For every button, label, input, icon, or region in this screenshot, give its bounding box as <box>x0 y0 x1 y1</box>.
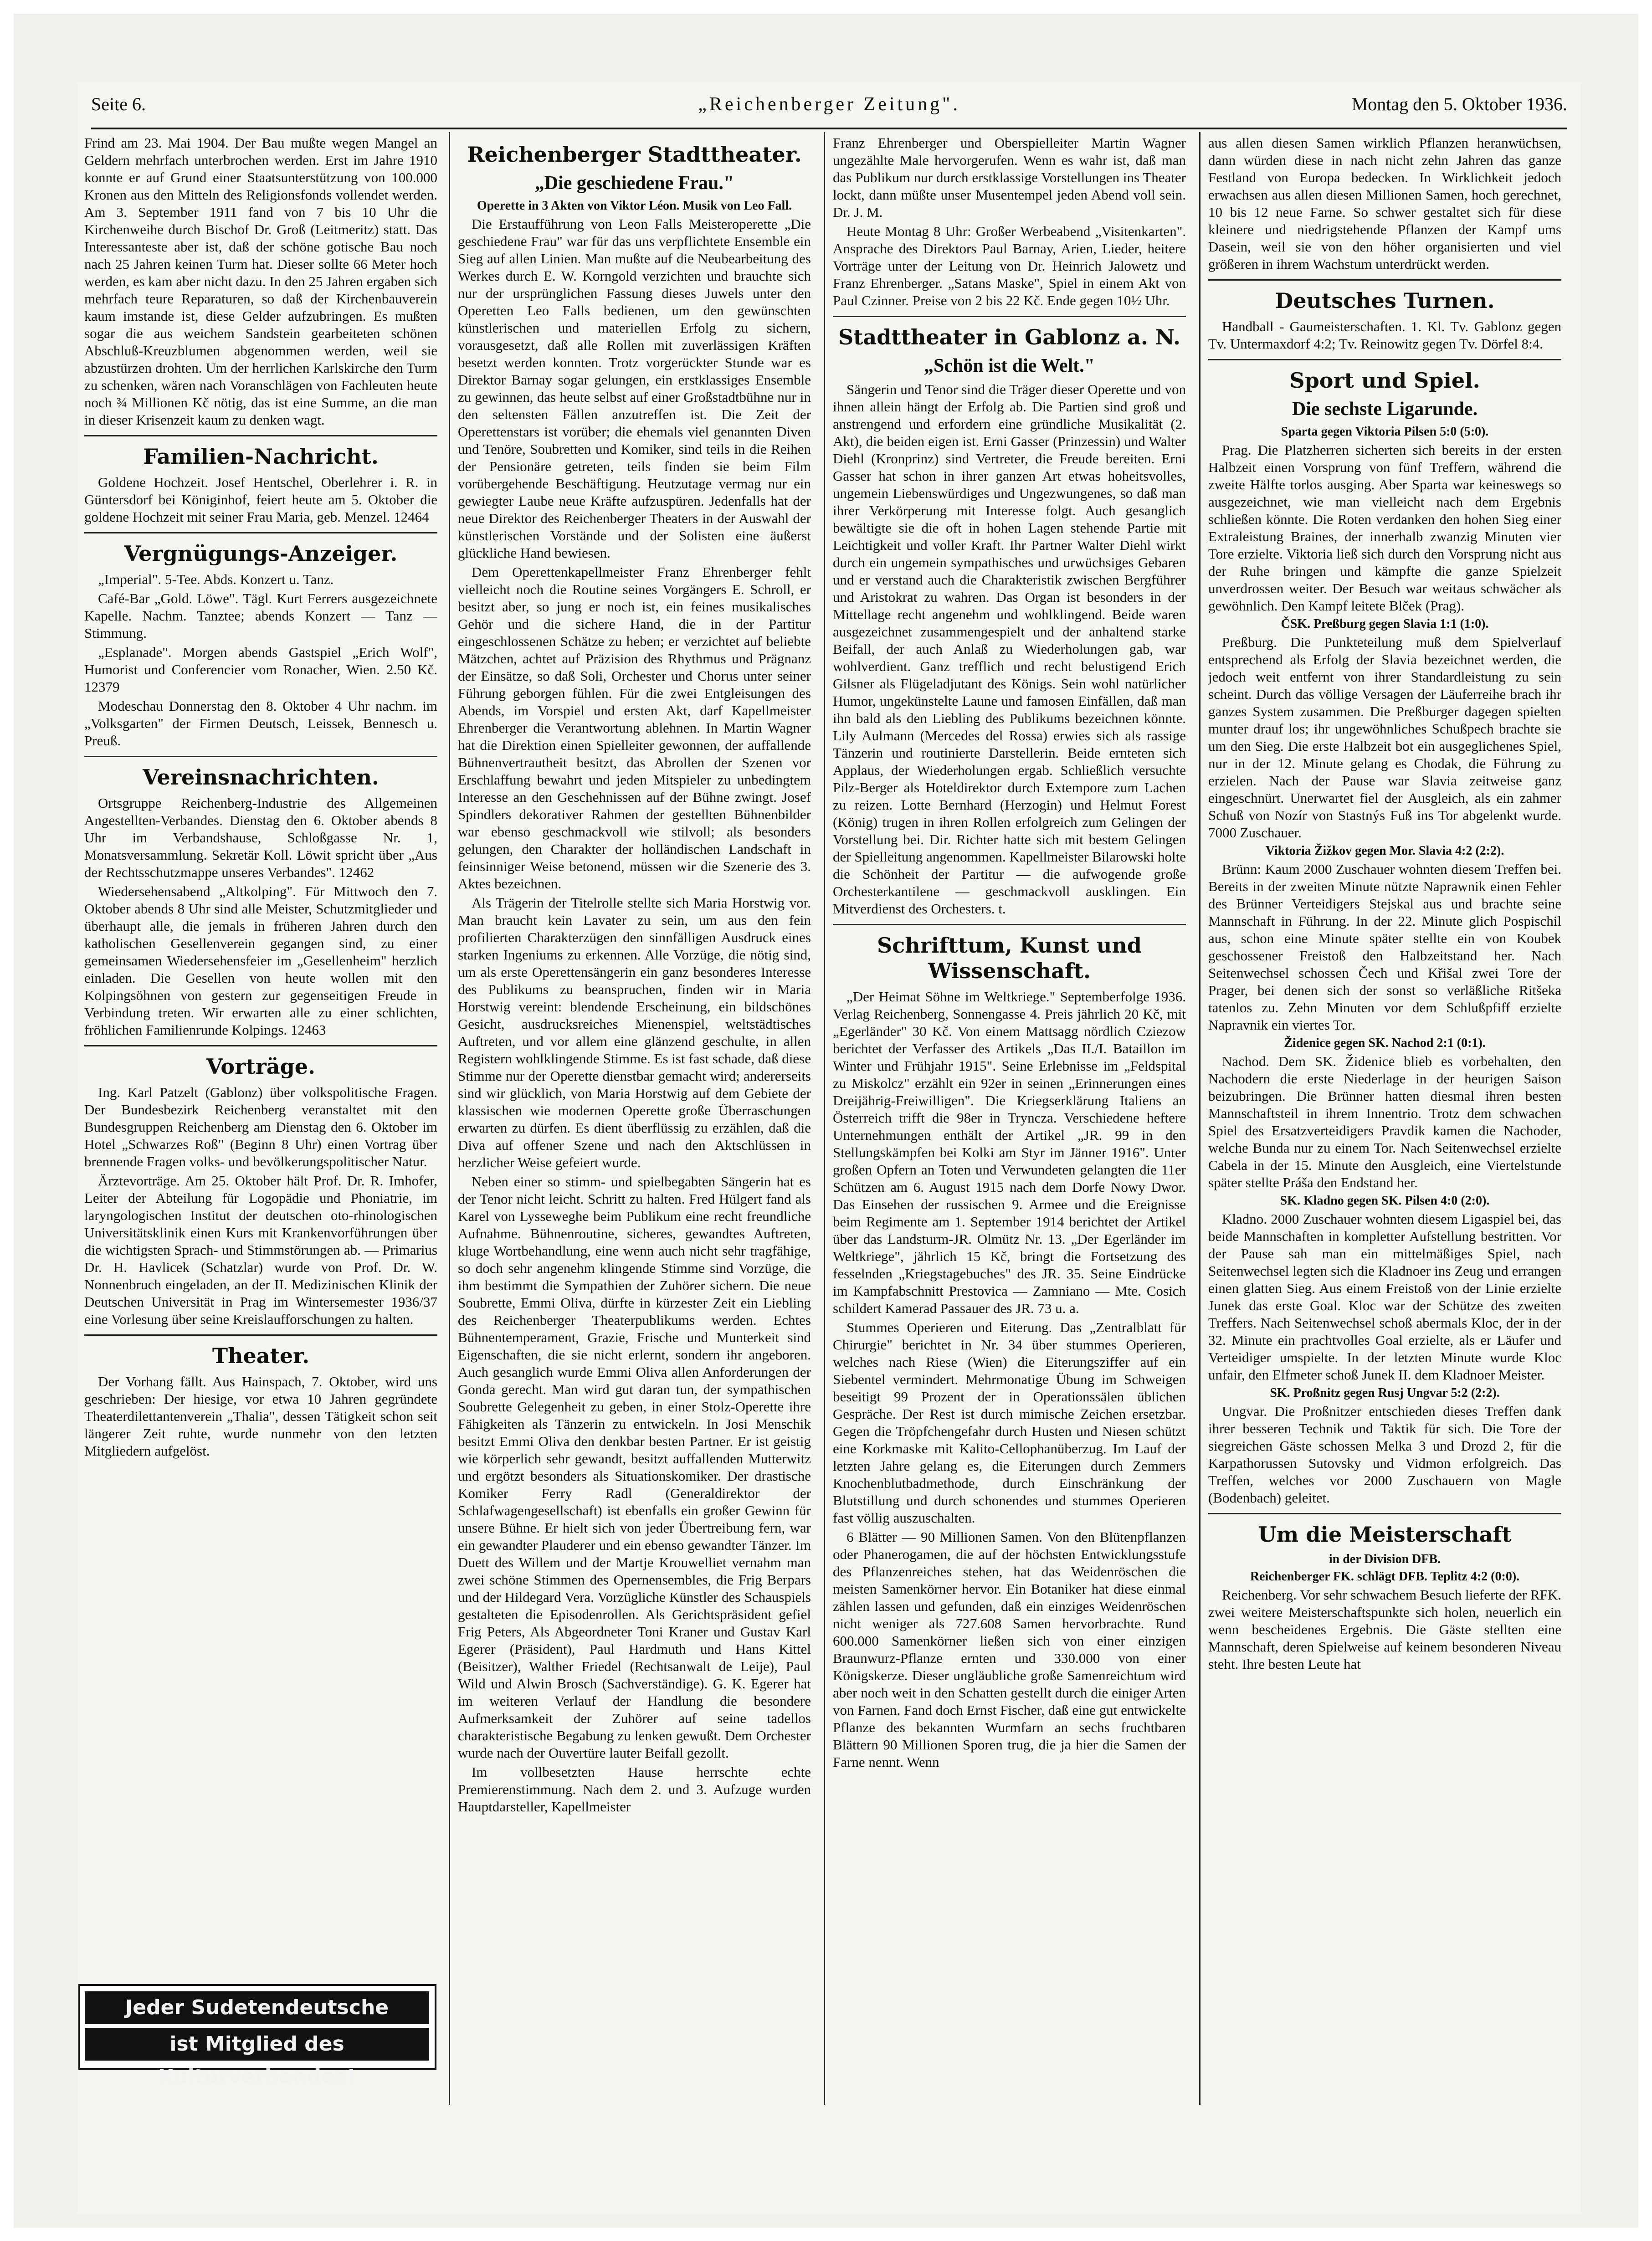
church-article-end: Frind am 23. Mai 1904. Der Bau mußte wegen Mangel an Geldern mehrfach unterbrochen werden. Erst im Jahre 1910 konnte er auf Grund einer Staatsunterstützung von 100.000 Kronen aus den Mitteln des Religionsfonds vollendet werden. Am 3. September 1911 fand von 7 bis 10 Uhr die Kirchenweihe durch Bischof Dr. Groß (Leitmeritz) statt. Das Interessanteste aber ist, daß der schöne gotische Bau noch nach 25 Jahren keinen Turm hat. Dieser sollte 66 Meter hoch werden, es kam aber nicht dazu. In den 25 Jahren ergaben sich mehrfach teure Reparaturen, so daß der Kirchenbauverein kaum imstande ist, diese Gelder aufzubringen. Es mußten sogar die aus weichem Sandstein gearbeiteten schönen Abschluß-Kreuzblumen abgenommen werden, weil sie abzustürzen drohten. Um der herrlichen Karlskirche den Turm zu schenken, wären nach Voranschlägen von Fachleuten heute noch ¾ Millionen Kč nötig, das ist eine Summe, an die man in dieser Krisenzeit kaum zu denken wagt. <box>84 135 437 428</box>
literature-item: Stummes Operieren und Eiterung. Das „Zentralblatt für Chirurgie" berichtet in Nr. 34 über stummes Operieren, welches nach Riese (Wien) die Eiterungsziffer auf ein Siebentel vermindert. Mehrmonatige Übung im Schweigen beseitigt 99 Prozent der in Operationssälen üblichen Gespräche. Der Rest ist durch mimische Zeichen ersetzbar. Gegen die Tröpfchengefahr durch Husten und Niesen schützt eine Korkmaske mit Kalito-Cellophanüberzug. Im Lauf der letzten Jahre gelang es, die Eiterungen durch Zemmers Knochenblutbadmethode, durch Einschränkung der Blutstillung und durch schonendes und stummes Operieren fast völlig auszuschalten. <box>833 1319 1186 1526</box>
separator <box>84 435 437 436</box>
club-notice: Wiedersehensabend „Altkolping". Für Mittwoch den 7. Oktober abends 8 Uhr sind alle Meister, Schutzmitglieder und überhaupt alle, die jemals in früheren Jahren durch den katholischen Gesellenverein gegangen sind, zu einer gemeinsamen Wiedersehensfeier im „Gesellenheim" herzlich einladen. Die Gesellen von heute wollen mit den Kolpingsöhnen von gestern zur gegenseitigen Freude in Verbindung treten. Wir erwarten alle zu einer schlichten, fröhlichen Familienrunde Kolpings. 12463 <box>84 883 437 1038</box>
match-report: Brünn: Kaum 2000 Zuschauer wohnten diesem Treffen bei. Bereits in der zweiten Minute nützte Naprawnik einen Fehler des Brünner Verteidigers Stejskal aus und brachte seine Mannschaft in Führung. In der 22. Minute glich Pospischil aus, schon eine Minute später stellte ein von Koubek geschossener Freistoß den Halbzeitstand her. Nach Seitenwechsel schossen Čech und Křišal zwei Tore der Prager, bei denen sich der sonst so verläßliche Ritšeka tatenlos zu. Zehn Minuten vor dem Schlußpfiff erzielte Napravnik ein viertes Tor. <box>1208 861 1561 1033</box>
separator <box>1208 1513 1561 1514</box>
review-paragraph: Dem Operettenkapellmeister Franz Ehrenberger fehlt vielleicht noch die Routine seines Vorgängers E. Schroll, er besitzt aber, so jung er noch ist, ein feines musikalisches Gehör und die sichere Hand, die in der Partitur eingeschlossenen Schätze zu heben; er verzichtet auf beliebte Mätzchen, achtet auf Präzision des Rhythmus und Prägnanz der Einsätze, so daß Soli, Orchester und Chorus unter seiner Führung geborgen fühlen. Für die zwei Entgleisungen des Abends, im Vorspiel und ersten Akt, darf Kapellmeister Ehrenberger die Verantwortung ablehnen. In Martin Wagner hat die Direktion einen Spielleiter gewonnen, der auffallende Bühnenvertrautheit besitzt, das Abrollen der Szenen vor Erschlaffung bewahrt und jeden Mitspieler zu unbedingtem Interesse an den Geschehnissen auf der Bühne zwingt. Josef Spindlers dekorativer Rahmen der gestellten Bühnenbilder war ebenso geschmackvoll wie stilvoll; als besonders gelungen, den Charakter der holländischen Landschaft in feinsinniger Weise betonend, müssen wir die Szenerie des 3. Aktes bezeichnen. <box>458 564 811 892</box>
review-end: Franz Ehrenberger und Oberspielleiter Martin Wagner ungezählte Male hervorgerufen. Wenn es wahr ist, daß man das Publikum nur durch erstklassige Vorstellungen ins Theater lockt, dann müßte unser Musentempel jeden Abend voll sein. Dr. J. M. <box>833 135 1186 220</box>
entertainment-item: Modeschau Donnerstag den 8. Oktober 4 Uhr nachm. im „Volksgarten" der Firmen Deutsch, Leissek, Bennesch u. Preuß. <box>84 698 437 749</box>
column-divider <box>824 132 825 2105</box>
review-subtitle: Operette in 3 Akten von Viktor Léon. Musik von Leo Fall. <box>477 199 792 213</box>
running-header <box>91 93 1567 125</box>
match-heading: Židenice gegen SK. Nachod 2:1 (0:1). <box>1284 1036 1486 1050</box>
separator <box>1208 279 1561 281</box>
match-heading: SK. Kladno gegen SK. Pilsen 4:0 (2:0). <box>1280 1194 1490 1208</box>
section-heading-theater: Theater. <box>212 1344 310 1368</box>
literature-item: „Der Heimat Söhne im Weltkriege." Septemberfolge 1936. Verlag Reichenberg, Sonnengasse 4. Preis jährlich 20 Kč, mit „Egerländer" 30 Kč. Von einem Mattsagg nördlich Cziezow berichtet der Verfasser des Artikels „Das II./I. Bataillon im Winter und Frühjahr 1915". Seine Erlebnisse im „Feldspital zu Miskolcz" erzählt ein 92er in seinen „Erinnerungen eines Dreijährig-Freiwilligen". Die Kriegserklärung Italiens an Österreich trifft die 98er in Tryncza. Verschiedene heftere Unternehmungen enthält der Artikel „JR. 99 in den Stellungskämpfen bei Kolki am Styr im Jänner 1916". Unter großen Opfern an Toten und Verwundeten gelangten die 11er Schützen am 6. August 1915 nach dem Dorfe Nowy Dwor. Das Einsehen der russischen 9. Armee und die Ereignisse beim Regimente am 1. September 1914 berichtet der Artikel über das Landsturm-JR. Olmütz Nr. 13. „Der Egerländer im Weltkriege", jährlich 15 Kč, bringt die Fortsetzung des fesselnden „Kriegstagebuches" des JR. 35. Seine Eindrücke im Kampfabschnitt Prestovica — Zamniano — Mte. Cosich schildert Kamerad Passauer des JR. 73 u. a. <box>833 989 1186 1316</box>
issue-date: Montag den 5. Oktober 1936. <box>1351 94 1567 114</box>
review-paragraph: Im vollbesetzten Hause herrschte echte Premierenstimmung. Nach dem 2. und 3. Aufzuge wurden Hauptdarsteller, Kapellmeister <box>458 1764 811 1815</box>
review-title: „Die geschiedene Frau." <box>534 173 734 194</box>
match-report: Prag. Die Platzherren sicherten sich bereits in der ersten Halbzeit einen Vorsprung von fünf Treffern, während die zweite Hälfte torlos ausging. Aber Sparta war keineswegs so ausgezeichnet, wie man vielleicht nach dem Ergebnis schließen könnte. Die Roten verdanken den hohen Sieg einer Extraleistung Braines, der innerhalb zwanzig Minuten vier Tore erzielte. Viktoria ließ sich durch den Vorsprung nicht aus der Ruhe bringen und kämpfte die ganze Spielzeit unverdrossen weiter. Der Besuch war weitaus schwächer als gewöhnlich. Den Kampf leitete Blček (Prag). <box>1208 442 1561 614</box>
entertainment-item: „Imperial". 5-Tee. Abds. Konzert u. Tanz. <box>98 571 334 587</box>
theater-notice: Der Vorhang fällt. Aus Hainspach, 7. Oktober, wird uns geschrieben: Der hiesige, vor etwa 10 Jahren gegründete Theaterdilettantenverein „Thalia", dessen Tätigkeit schon seit längerer Zeit ruhte, wurde nunmehr von den letzten Mitgliedern aufgelöst. <box>84 1374 437 1459</box>
section-heading-gablonz: Stadttheater in Gablonz a. N. <box>838 325 1181 349</box>
turnen-result: Handball - Gaumeisterschaften. 1. Kl. Tv. Gablonz gegen Tv. Untermaxdorf 4:2; Tv. Reinowitz gegen Tv. Dörfel 8:4. <box>1208 318 1561 352</box>
separator <box>84 756 437 757</box>
section-heading-sport: Sport und Spiel. <box>1289 368 1480 393</box>
match-report: Reichenberg. Vor sehr schwachem Besuch lieferte der RFK. zwei weitere Meisterschaftspunkte sich holen, neuerlich ein wenn bescheidenes Ergebnis. Die Gäste stellten eine Mannschaft, deren Spielweise auf keinem besonderen Niveau steht. Ihre besten Leute hat <box>1208 1587 1561 1672</box>
literature-item: 6 Blätter — 90 Millionen Samen. Von den Blütenpflanzen oder Phanerogamen, die auf der höchsten Entwicklungsstufe des Pflanzenreiches stehen, hat das Weidenröschen die meisten Samenkörner hervor. Ein Botaniker hat diese einmal zählen lassen und gefunden, daß ein einziges Weidenröschen nicht weniger als 727.608 Samen hervorbrachte. Rund 600.000 Samenkörner ließen sich von einer einzigen Braunwurz-Pflanze ernten und 330.000 von einer Königskerze. Dieser ungläubliche große Samenreichtum wird aber noch weit in den Schatten gestellt durch die einiger Arten von Farnen. Fand doch Ernst Fischer, daß eine gut entwickelte Pflanze des bekannten Wurmfarn an sechs fruchtbaren Blättern 90 Millionen Sporen trug, die ja hier die Samen der Farne nennt. Wenn <box>833 1529 1186 1770</box>
separator <box>833 316 1186 317</box>
section-heading-championship: Um die Meisterschaft <box>1258 1522 1512 1547</box>
match-heading: Reichenberger FK. schlägt DFB. Teplitz 4:2 (0:0). <box>1250 1569 1520 1584</box>
banner-line-1: Jeder Sudetendeutsche <box>85 1991 429 2024</box>
club-notice: Ortsgruppe Reichenberg-Industrie des Allgemeinen Angestellten-Verbandes. Dienstag den 6. Oktober abends 8 Uhr im Verbandshause, Schloßgasse Nr. 1, Monatsversammlung. Sekretär Koll. Löwit spricht über „Aus der Rechtsschutzmappe unseres Verbandes". 12462 <box>84 795 437 880</box>
entertainment-item: „Esplanade". Morgen abends Gastspiel „Erich Wolf", Humorist und Conferencier vom Ronacher, Wien. 2.50 Kč. 12379 <box>84 644 437 695</box>
match-report: Nachod. Dem SK. Židenice blieb es vorbehalten, den Nachodern die erste Niederlage in der heurigen Saison beizubringen. Die Brünner hatten diesmal ihren besten Mannschaftsteil in ihrem Innentrio. Trotz dem schwachen Spiel des Ersatzverteidigers Pravdik kamen die Nachoder, welche Bunda nur zu einem Tor. Nach Seitenwechsel erzielte Cabela in der 15. Minute den Ausgleich, eine Viertelstunde später stellte Práša den Endstand her. <box>1208 1053 1561 1190</box>
match-report: Preßburg. Die Punkteteilung muß dem Spielverlauf entsprechend als Erfolg der Slavia bezeichnet werden, die jedoch weit entfernt von ihrer Standardleistung zu sein scheint. Durch das völlige Versagen der Läuferreihe brach ihr ganzes System zusammen. Die Preßburger dagegen spielten munter drauf los; ihr ungewöhnliches Schußpech brachte sie um den Sieg. Die erste Halbzeit bot ein ausgeglichenes Spiel, nur in der 12. Minute gelang es Chodak, die Führung zu erzielen. Nach der Pause war Slavia zeitweise ganz eingeschnürt. Unerwartet fiel der Ausgleich, als ein zahmer Schuß von Nozír von Stastnýs Fuß ins Tor abgelenkt wurde. 7000 Zuschauer. <box>1208 634 1561 841</box>
review-paragraph: Neben einer so stimm- und spielbegabten Sängerin hat es der Tenor nicht leicht. Schritt zu halten. Fred Hülgert fand als Karel von Lysseweghe beim Publikum eine recht freundliche Aufnahme. Bühnenroutine, sicheres, gewandtes Auftreten, kluge Wortbehandlung, eine wenn auch nicht sehr tragfähige, so doch sehr angenehm klingende Stimme sind Vorzüge, die ihm bestimmt die Sympathien der Zuhörer sichern. Die neue Soubrette, Emmi Oliva, dürfte in kürzester Zeit ein Liebling des Reichenberger Theaterpublikums werden. Echtes Bühnentemperament, Grazie, Frische und Munterkeit sind Eigenschaften, die sie nicht erlernt, sondern ihr angeboren. Auch gesanglich wurde Emmi Oliva allen Anforderungen der Gonda gerecht. Man wird gut daran tun, der sympathischen Soubrette Gelegenheit zu geben, in einer Stolz-Operette ihre Fähigkeiten als Tänzerin zu entwickeln. In Josi Menschik besitzt Emmi Oliva den denkbar besten Partner. Er ist geistig wie körperlich sehr gewandt, besitzt auffallenden Mutterwitz und ergötzt besonders als Situationskomiker. Der drastische Komiker Ferry Radl (Generaldirektor der Schlafwagengesellschaft) ist ebenfalls ein großer Gewinn für unsere Bühne. Er hielt sich von jeder Übertreibung fern, war ein gewandter Plauderer und ein ebenso gewandter Tänzer. Im Duett des Willem und der Martje Krouwelliet vernahm man zwei schöne Stimmen des Opernensembles, die Frig Berpars und der Hildegard Vera. Vorzügliche Künstler des Schauspiels gestalteten die Episodenrollen. Als Gerichtspräsident gefiel Frig Peters, Als Abgeordneter Toni Kraner und Gustav Karl Egerer (Präsident), Paul Hardmuth und Hans Kittel (Beisitzer), Walther Friedel (Rechtsanwalt de Leije), Paul Wild und Alwin Brosch (Sachverständige). G. K. Egerer hat im weiteren Verlauf der Handlung die besondere Aufmerksamkeit der Zuhörer auf seine tadellos charakteristische Begabung zu lenken gewußt. Dem Orchester wurde nach der Ouvertüre lauter Beifall gezollt. <box>458 1174 811 1761</box>
newspaper-title: „Reichenberger Zeitung". <box>698 94 960 115</box>
entertainment-item: Café-Bar „Gold. Löwe". Tägl. Kurt Ferrers ausgezeichnete Kapelle. Nachm. Tanztee; abends Konzert — Tanz — Stimmung. <box>84 590 437 641</box>
section-heading-talks: Vorträge. <box>206 1054 316 1079</box>
match-report: Kladno. 2000 Zuschauer wohnten diesem Ligaspiel bei, das beide Mannschaften in kompletter Aufstellung bestritten. Vor der Pause sah man ein mittelmäßiges Spiel, nach Seitenwechsel legten sich die Kladnoer ins Zeug und errangen einen glatten Sieg. Aus einem Freistoß von der Linie erzielte Junek das erste Goal. Kloc war der Schütze des zweiten Treffers. Nach Seitenwechsel schoß abermals Kloc, der in der 32. Minute ein prachtvolles Goal erzielte, als er Läufer und Verteidiger umspielte. In der letzten Minute wurde Kloc unfair, den Elfmeter schoß Junek II. dem Kladnoer Meister. <box>1208 1211 1561 1383</box>
match-heading: ČSK. Preßburg gegen Slavia 1:1 (1:0). <box>1281 617 1489 631</box>
kulturverband-banner <box>78 1984 436 2088</box>
column-2 <box>458 134 811 2103</box>
sport-subheading: Die sechste Ligarunde. <box>1292 399 1478 420</box>
family-notice: Goldene Hochzeit. Josef Hentschel, Oberlehrer i. R. in Güntersdorf bei Königinhof, feiert heute am 5. Oktober die goldene Hochzeit mit seiner Frau Maria, geb. Menzel. 12464 <box>84 474 437 525</box>
talk-notice: Ärztevorträge. Am 25. Oktober hält Prof. Dr. R. Imhofer, Leiter der Abteilung für Logopädie und Phoniatrie, im laryngologischen Institut der deutschen oto-rhinologischen Universitätsklinik einen Kurs mit Krankenvorführungen über die wichtigsten Sprach- und Stimmstörungen ab. — Primarius Dr. H. Havlicek (Schatzlar) wurde von Prof. Dr. W. Nonnenbruch eingeladen, an der II. Medizinischen Klinik der Deutschen Universität in Prag im Wintersemester 1936/37 eine Vorlesung über seine Kreislaufforschungen zu halten. <box>84 1173 437 1327</box>
review-paragraph: Als Trägerin der Titelrolle stellte sich Maria Horstwig vor. Man braucht kein Lavater zu sein, um aus den fein profilierten Charakterzügen den sinnfälligen Ausdruck eines starken Ingeniums zu erkennen. Alle Vorzüge, die nötig sind, um als erste Operettensängerin ein ganz besonderes Interesse des Publikums zu beanspruchen, finden wir in Maria Horstwig vereint: blendende Erscheinung, ein bildschönes Gesicht, ausdrucksreiches Mienenspiel, weltstädtisches Auftreten, und vor allem eine glänzend geschulte, in allen Registern wohlklingende Stimme. Es ist fast schade, daß diese Stimme nur der Operette dienstbar gemacht wird; andererseits sind wir glücklich, von Maria Horstwig auf dem Gebiete der klassischen wie modernen Operette große Überraschungen erwarten zu dürfen. Es dient überflüssig zu erzählen, daß die Diva auf offener Szene und nach den Aktschlüssen in herzlicher Weise gefeiert wurde. <box>458 895 811 1170</box>
section-heading-clubs: Vereinsnachrichten. <box>143 765 379 790</box>
column-divider <box>1199 132 1201 2105</box>
review-title-gablonz: „Schön ist die Welt." <box>924 355 1095 376</box>
banner-line-2: ist Mitglied des Kulturverbandes! <box>85 2028 429 2061</box>
section-heading-stadttheater: Reichenberger Stadttheater. <box>467 142 802 167</box>
section-heading-turnen: Deutsches Turnen. <box>1275 288 1495 313</box>
talk-notice: Ing. Karl Patzelt (Gablonz) über volkspolitische Fragen. Der Bundesbezirk Reichenberg veranstaltet mit den Bundesgruppen Reichenberg am Dienstag den 6. Oktober im Hotel „Schwarzes Roß" (Beginn 8 Uhr) einen Vortrag über brennende Fragen volks- und bevölkerungspolitischer Natur. <box>84 1084 437 1169</box>
theater-announcement: Heute Montag 8 Uhr: Großer Werbeabend „Visitenkarten". Ansprache des Direktors Paul Barnay, Arien, Lieder, heitere Vorträge unter der Leitung von Dr. Heinrich Jalowetz und Franz Ehrenberger. „Satans Maske", Spiel in einem Akt von Paul Czinner. Preise von 2 bis 22 Kč. Ende gegen 10½ Uhr. <box>833 223 1186 308</box>
match-heading: Sparta gegen Viktoria Pilsen 5:0 (5:0). <box>1281 425 1489 439</box>
column-divider <box>449 132 450 2105</box>
review-paragraph: Sängerin und Tenor sind die Träger dieser Operette und von ihnen allein hängt der Erfolg ab. Die Partien sind groß und anstrengend und erfordern eine gründliche Musikalität (2. Akt), die beiden eigen ist. Erni Gasser (Prinzessin) und Walter Diehl (Kronprinz) sind Vertreter, die Freude bereiten. Erni Gasser hat schon in ihrer ganzen Art etwas hoheitsvolles, ungemein Liebenswürdiges und Ungezwungenes, so daß man ihrer Verkörperung mit Interesse folgt. Auch gesanglich bewältigte sie die oft in hohen Lagen stehende Partie mit Leichtigkeit und voller Kraft. Ihr Partner Walter Diehl wirkt durch ein ungemein sympathisches und urwüchsiges Gebaren und er verstand auch die Charakteristik zwischen Bergführer und Aristokrat zu wahren. Das Organ ist besonders in der Mittellage recht angenehm und wohlklingend. Beide waren ausgezeichnet zusammengespielt und der anhaltend starke Beifall, der auch Anlaß zu Wiederholungen gab, war wohlverdient. Ganz trefflich und recht belustigend Erich Gilsner als Flügeladjutant des Königs. Sein wohl natürlicher Humor, ungekünstelte Laune und famosen Einfällen, daß man ihn bald als den Liebling des Publikums bezeichnen könnte. Lily Aulmann (Mercedes del Rossa) erwies sich als rassige Tänzerin und routinierte Darstellerin. Beide ernteten sich Applaus, der Wiederholungen ergab. Schließlich versuchte Pilz-Berger als Hoteldirektor durch Extempore zum Lachen zu reizen. Lotte Bernhard (Herzogin) und Helmut Forest (König) trugen in ihren Rollen erfolgreich zum Gelingen der Vorstellung bei. Dir. Richter hatte sich mit bestem Gelingen der Spielleitung angenommen. Kapellmeister Bilarowski holte die Schönheit der Partitur — die aufwogende große Orchesterkantilene — geschmackvoll ausklingen. Ein Mitverdienst des Orchesters. t. <box>833 381 1186 917</box>
separator <box>84 1334 437 1336</box>
column-4 <box>1208 134 1561 2103</box>
page-number: Seite 6. <box>91 94 146 114</box>
match-heading: Viktoria Žižkov gegen Mor. Slavia 4:2 (2:2). <box>1265 844 1504 858</box>
separator <box>84 1045 437 1046</box>
separator <box>833 924 1186 925</box>
section-heading-family: Familien-Nachricht. <box>143 444 379 469</box>
division-subheading: in der Division DFB. <box>1329 1552 1441 1566</box>
column-1 <box>84 134 437 1975</box>
match-heading: SK. Proßnitz gegen Rusj Ungvar 5:2 (2:2). <box>1270 1386 1500 1400</box>
separator <box>1208 359 1561 360</box>
column-3 <box>833 134 1186 2103</box>
seed-article-end: aus allen diesen Samen wirklich Pflanzen heranwüchsen, dann würden diese in nach nicht zehn Jahren das ganze Festland von Europa bedecken. In Wirklichkeit jedoch erwachsen aus allen diesen Millionen Samen, hoch gerechnet, 10 bis 12 neue Farne. So schwer gestaltet sich für diese kleinere und niedrigstehende Pflanzen der Kampf ums Dasein, weil sie von den höher organisierten und viel größeren in ihrem Wachstum unterdrückt werden. <box>1208 135 1561 272</box>
match-report: Ungvar. Die Proßnitzer entschieden dieses Treffen dank ihrer besseren Technik und Taktik für sich. Die Tore der siegreichen Gäste schossen Melka 3 und Drozd 2, für die Karpathorussen Sutovsky und Vidmon erfolgreich. Das Treffen, welches vor 2000 Zuschauern von Magle (Bodenbach) geleitet. <box>1208 1403 1561 1506</box>
section-heading-literature: Schrifttum, Kunst und Wissenschaft. <box>877 933 1142 983</box>
section-heading-entertainment: Vergnügungs-Anzeiger. <box>124 541 398 566</box>
separator <box>84 532 437 533</box>
header-rule <box>91 128 1567 129</box>
review-paragraph: Die Erstaufführung von Leon Falls Meisteroperette „Die geschiedene Frau" war für das uns verpflichtete Ensemble ein Sieg auf allen Linien. Man mußte auf die Neubearbeitung des Werkes durch E. W. Korngold verzichten und brauchte sich nur der ursprünglichen Fassung dieses Juwels unter den Operetten Leo Falls bedienen, um den gewünschten künstlerischen und materiellen Erfolg zu sichern, vorausgesetzt, daß alle Rollen mit zuverlässigen Kräften besetzt werden konnten. Trotz vorgerückter Stunde war es Direktor Barnay sogar gelungen, ein erstklassiges Ensemble zu gewinnen, das heute selbst auf einer Großstadtbühne nur in den seltensten Fällen anzutreffen ist. Die Zeit der Operettenstars ist vorüber; die ehemals viel genannten Diven und Tenöre, Soubretten und Komiker, sind teils in die Reihen der Pensionäre getreten, teils finden sie beim Film vorübergehende Beschäftigung. Heutzutage vermag nur ein gewiegter Laube neue Kräfte aufzuspüren. Jedenfalls hat der neue Direktor des Reichenberger Theaters in der Auswahl der künstlerischen Vorstände und der Solisten eine äußerst glückliche Hand bewiesen. <box>458 216 811 561</box>
